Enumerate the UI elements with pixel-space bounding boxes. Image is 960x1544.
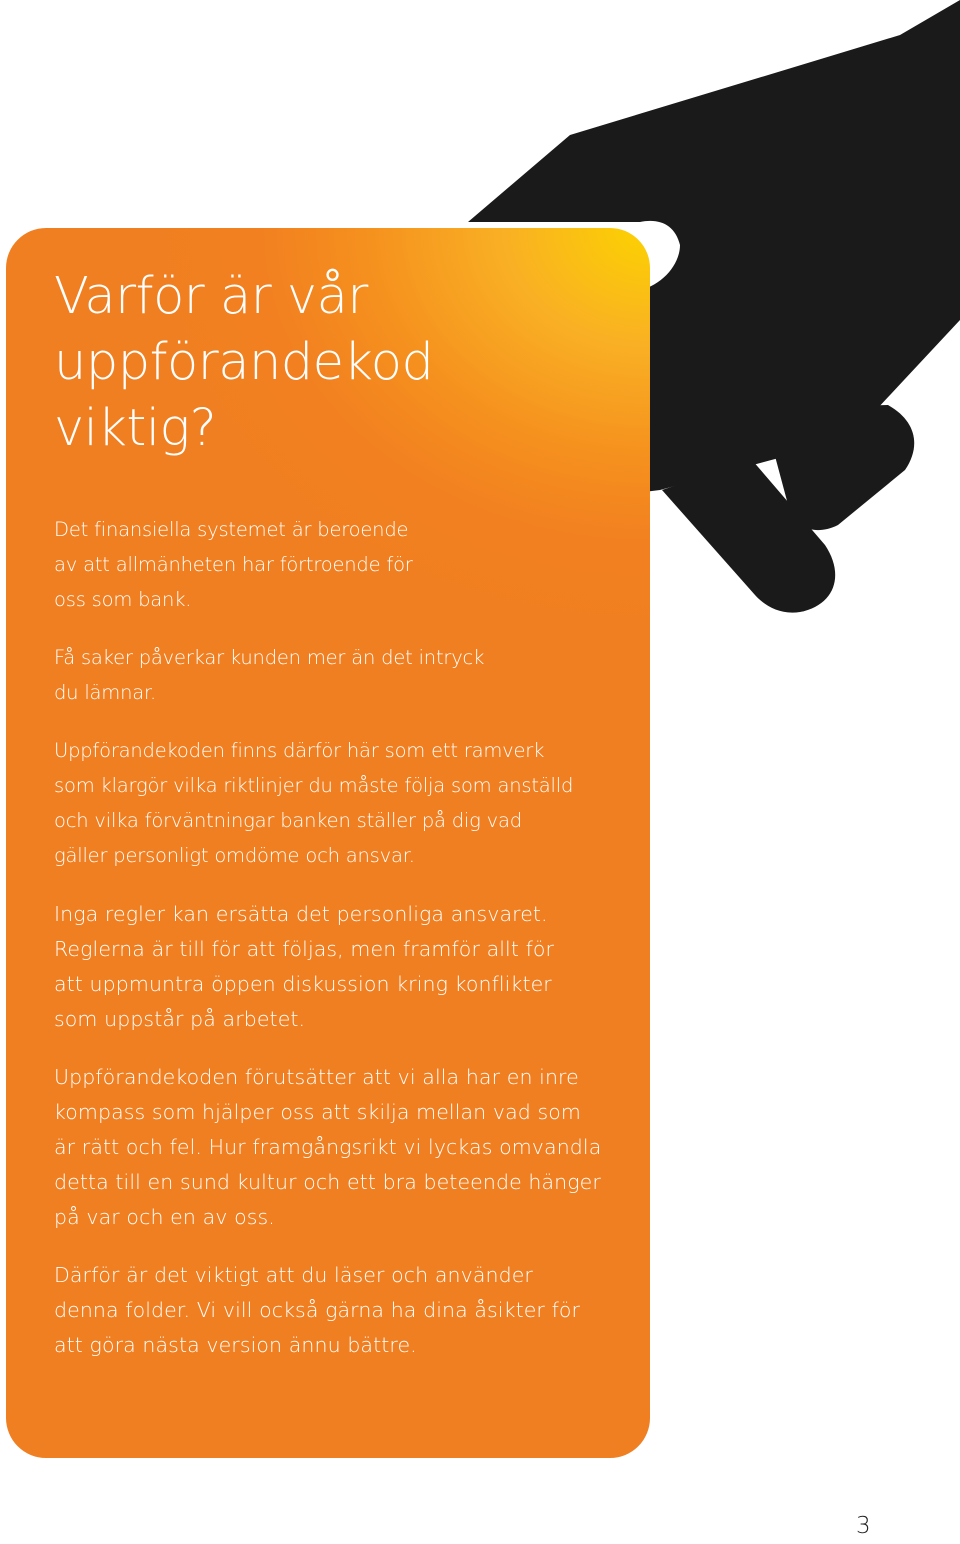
title-line: Varför är vår — [54, 267, 368, 326]
card-content — [54, 264, 614, 1363]
page-number: 3 — [856, 1513, 871, 1539]
orange-card — [6, 228, 650, 1458]
paragraph-impression: Få saker påverkar kunden mer än det intryck du lämnar. — [54, 646, 485, 704]
paragraph-read-folder: Därför är det viktigt att du läser och använder denna folder. Vi vill också gärna ha dina åsikter för att göra nästa version ännu bättre. — [54, 1263, 581, 1357]
page-title — [54, 264, 614, 462]
paragraph-responsibility: Inga regler kan ersätta det personliga ansvaret. Reglerna är till för att följas, men framför allt för att uppmuntra öppen diskussion kring konflikter som uppstår på arbetet. — [54, 902, 555, 1031]
paragraph-financial-system: Det finansiella systemet är beroende av att allmänheten har förtroende för oss som bank. — [54, 518, 413, 611]
paragraph-framework: Uppförandekoden finns därför här som ett ramverk som klargör vilka riktlinjer du måste följa som anställd och vilka förväntningar banken ställer på dig vad gäller personligt omdöme och ansvar. — [54, 739, 574, 867]
title-line: uppförandekod — [54, 333, 434, 392]
paragraph-compass: Uppförandekoden förutsätter att vi alla har en inre kompass som hjälper oss att skilja mellan vad som är rätt och fel. Hur framgångsrikt vi lyckas omvandla detta till en sund kultur och ett bra beteende hänger på var och en av oss. — [54, 1065, 602, 1229]
title-line: viktig? — [54, 399, 217, 458]
